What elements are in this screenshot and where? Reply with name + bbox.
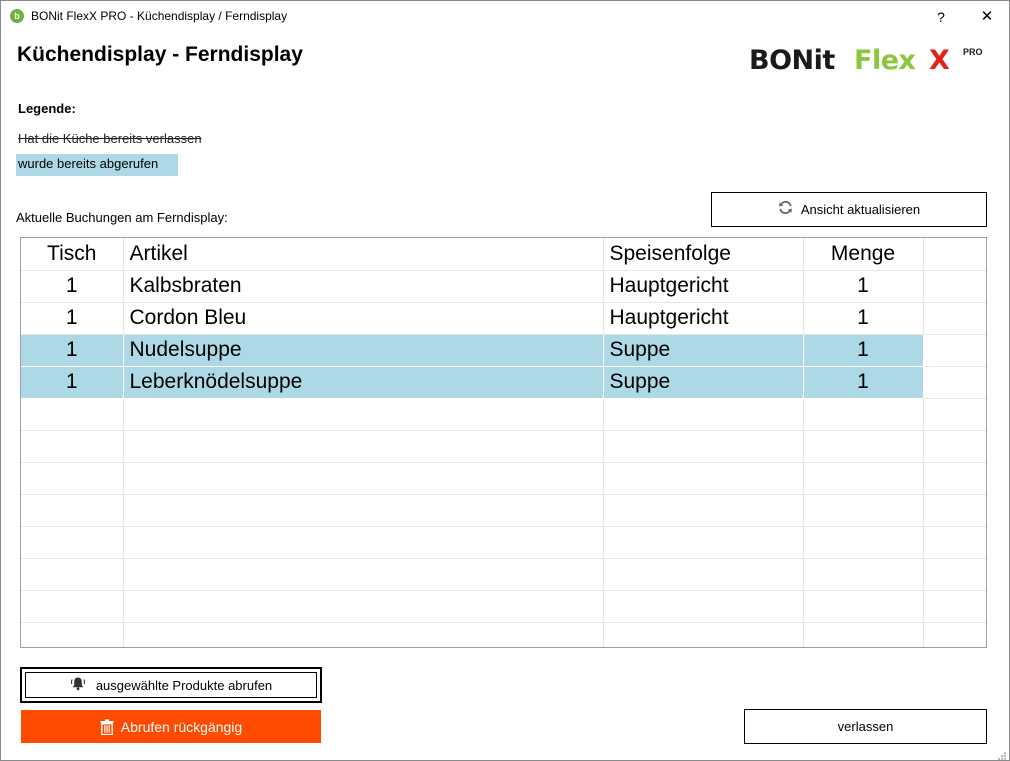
legend-already-called: wurde bereits abgerufen	[16, 154, 178, 176]
window-title: BONit FlexX PRO - Küchendisplay / Ferndisplay	[31, 9, 288, 23]
cell-filler	[923, 334, 986, 366]
column-header-filler	[923, 238, 986, 270]
empty-row	[21, 430, 986, 462]
table-row[interactable]	[21, 270, 986, 302]
cell-artikel[interactable]: Nudelsuppe	[123, 334, 603, 366]
resize-grip-icon[interactable]	[997, 748, 1007, 758]
cell-tisch[interactable]: 1	[21, 334, 123, 366]
help-button[interactable]: ?	[937, 9, 945, 25]
bookings-table	[20, 237, 987, 648]
cell-menge[interactable]: 1	[803, 302, 923, 334]
table-row-called[interactable]	[21, 366, 986, 398]
empty-row	[21, 558, 986, 590]
cell-tisch[interactable]: 1	[21, 270, 123, 302]
column-header-menge[interactable]: Menge	[803, 238, 923, 270]
table-row[interactable]	[21, 302, 986, 334]
cell-filler	[923, 366, 986, 398]
cell-menge[interactable]: 1	[803, 270, 923, 302]
refresh-view-label: Ansicht aktualisieren	[800, 202, 921, 217]
logo-text-bonit: BONit	[749, 45, 835, 76]
cell-tisch[interactable]: 1	[21, 302, 123, 334]
cell-speisenfolge[interactable]: Hauptgericht	[603, 302, 803, 334]
empty-row	[21, 590, 986, 622]
cell-speisenfolge[interactable]: Hauptgericht	[603, 270, 803, 302]
empty-row	[21, 526, 986, 558]
callup-button-focus-frame	[20, 667, 322, 703]
column-header-tisch[interactable]: Tisch	[21, 238, 123, 270]
table-row-called[interactable]	[21, 334, 986, 366]
legend-left-kitchen: Hat die Küche bereits verlassen	[18, 131, 202, 146]
refresh-icon	[778, 200, 793, 220]
cell-speisenfolge[interactable]: Suppe	[603, 366, 803, 398]
empty-row	[21, 462, 986, 494]
refresh-view-button[interactable]	[711, 192, 987, 227]
column-header-artikel[interactable]: Artikel	[123, 238, 603, 270]
call-up-selected-button[interactable]	[25, 672, 317, 698]
cell-filler	[923, 270, 986, 302]
call-up-selected-label: ausgewählte Produkte abrufen	[95, 677, 273, 693]
page-title: Küchendisplay - Ferndisplay	[17, 43, 303, 66]
title-bar	[1, 1, 1009, 32]
cell-filler	[923, 302, 986, 334]
cell-speisenfolge[interactable]: Suppe	[603, 334, 803, 366]
close-button[interactable]: ✕	[980, 8, 994, 25]
cell-artikel[interactable]: Leberknödelsuppe	[123, 366, 603, 398]
column-header-speisenfolge[interactable]: Speisenfolge	[603, 238, 803, 270]
undo-call-up-label: Abrufen rückgängig	[120, 718, 243, 735]
logo-text-x: X	[929, 45, 950, 76]
logo-pro-badge: PRO	[963, 47, 983, 57]
empty-row	[21, 494, 986, 526]
logo-text-flex: Flex	[854, 45, 916, 76]
trash-icon	[100, 719, 113, 734]
empty-row	[21, 622, 986, 648]
undo-call-up-button[interactable]	[21, 710, 321, 743]
bookings-label: Aktuelle Buchungen am Ferndisplay:	[16, 210, 228, 225]
cell-tisch[interactable]: 1	[21, 366, 123, 398]
empty-row	[21, 398, 986, 430]
cell-artikel[interactable]: Cordon Bleu	[123, 302, 603, 334]
table-header-row	[21, 238, 986, 270]
cell-menge[interactable]: 1	[803, 366, 923, 398]
cell-menge[interactable]: 1	[803, 334, 923, 366]
bell-icon	[70, 676, 86, 694]
legend-title: Legende:	[18, 101, 76, 116]
app-logo-icon: b	[10, 9, 24, 23]
exit-button[interactable]: verlassen	[744, 709, 987, 744]
cell-artikel[interactable]: Kalbsbraten	[123, 270, 603, 302]
